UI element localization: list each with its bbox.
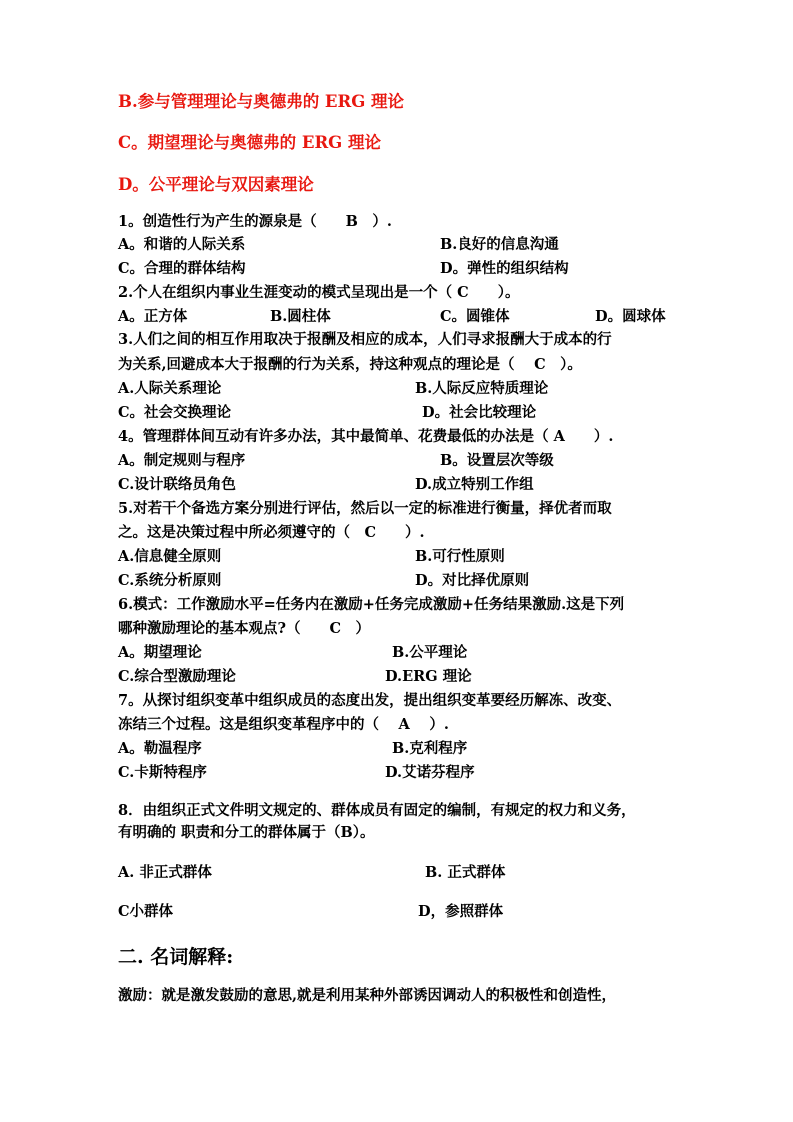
question-1-option-a: A。和谐的人际关系	[118, 236, 246, 253]
question-6-option-b: B.公平理论	[392, 644, 468, 661]
red-option-d: D。公平理论与双因素理论	[118, 175, 314, 194]
question-8-stem-line-2: 有明确的 职责和分工的群体属于（B）。	[118, 824, 375, 841]
question-8-stem-line-1: 8．由组织正式文件明文规定的、群体成员有固定的编制，有规定的权力和义务，	[118, 802, 636, 819]
question-3-option-d: D。社会比较理论	[422, 404, 537, 421]
question-6-option-a: A。期望理论	[118, 644, 202, 661]
question-3-stem-line-1: 3.人们之间的相互作用取决于报酬及相应的成本，人们寻求报酬大于成本的行	[118, 331, 612, 348]
question-3-stem-line-2: 为关系,回避成本大于报酬的行为关系，持这种观点的理论是（ C ）。	[118, 356, 582, 373]
question-1-stem: 1。创造性行为产生的源泉是（ B ）.	[118, 213, 392, 230]
question-8-option-c: C小群体	[118, 903, 174, 920]
question-4-option-d: D.成立特别工作组	[415, 476, 534, 493]
question-3-option-a: A.人际关系理论	[118, 380, 222, 397]
question-5-stem-line-1: 5.对若干个备选方案分别进行评估，然后以一定的标准进行衡量，择优者而取	[118, 500, 612, 517]
question-7-stem-line-2: 冻结三个过程。这是组织变革程序中的（ A ）.	[118, 716, 449, 733]
question-1-option-c: C。合理的群体结构	[118, 260, 246, 277]
question-6-stem-line-1: 6.模式：工作激励水平=任务内在激励+任务完成激励+任务结果激励.这是下列	[118, 596, 625, 613]
question-4-option-b: B。设置层次等级	[440, 452, 554, 469]
question-2-option-a: A。正方体	[118, 308, 188, 325]
red-option-c: C。期望理论与奥德弗的 ERG 理论	[118, 133, 382, 152]
question-7-option-d: D.艾诺芬程序	[385, 764, 475, 781]
section-heading: 二. 名词解释:	[118, 946, 234, 968]
question-5-option-d: D。对比择优原则	[415, 572, 530, 589]
question-3-option-b: B.人际反应特质理论	[415, 380, 549, 397]
question-8-option-d: D，参照群体	[418, 903, 504, 920]
question-2-stem: 2.个人在组织内事业生涯变动的模式呈现出是一个（ C ）。	[118, 284, 520, 301]
question-4-option-c: C.设计联络员角色	[118, 476, 236, 493]
question-5-option-a: A.信息健全原则	[118, 548, 222, 565]
question-8-option-b: B. 正式群体	[425, 864, 506, 881]
question-1-option-d: D。弹性的组织结构	[440, 260, 569, 277]
question-3-option-c: C。社会交换理论	[118, 404, 232, 421]
question-4-stem: 4。管理群体间互动有许多办法，其中最简单、花费最低的办法是（ A ）.	[118, 428, 614, 445]
question-6-stem-line-2: 哪种激励理论的基本观点?（ C ）	[118, 620, 371, 637]
question-4-option-a: A。制定规则与程序	[118, 452, 246, 469]
question-5-stem-line-2: 之。这是决策过程中所必须遵守的（ C ）.	[118, 524, 425, 541]
question-2-option-b: B.圆柱体	[270, 308, 331, 325]
question-5-option-c: C.系统分析原则	[118, 572, 222, 589]
question-7-stem-line-1: 7。从探讨组织变革中组织成员的态度出发，提出组织变革要经历解冻、改变、	[118, 692, 622, 709]
question-2-option-d: D。圆球体	[595, 308, 666, 325]
question-2-option-c: C。圆锥体	[440, 308, 510, 325]
red-option-b: B.参与管理理论与奥德弗的 ERG 理论	[118, 92, 405, 111]
question-7-option-c: C.卡斯特程序	[118, 764, 207, 781]
question-8-option-a: A. 非正式群体	[118, 864, 212, 881]
question-5-option-b: B.可行性原则	[415, 548, 505, 565]
definition-text: 激励：就是激发鼓励的意思,就是利用某种外部诱因调动人的积极性和创造性，	[118, 987, 617, 1004]
question-7-option-b: B.克利程序	[392, 740, 468, 757]
question-7-option-a: A。勒温程序	[118, 740, 202, 757]
question-1-option-b: B.良好的信息沟通	[440, 236, 559, 253]
question-6-option-c: C.综合型激励理论	[118, 668, 236, 685]
question-6-option-d: D.ERG 理论	[385, 668, 472, 685]
